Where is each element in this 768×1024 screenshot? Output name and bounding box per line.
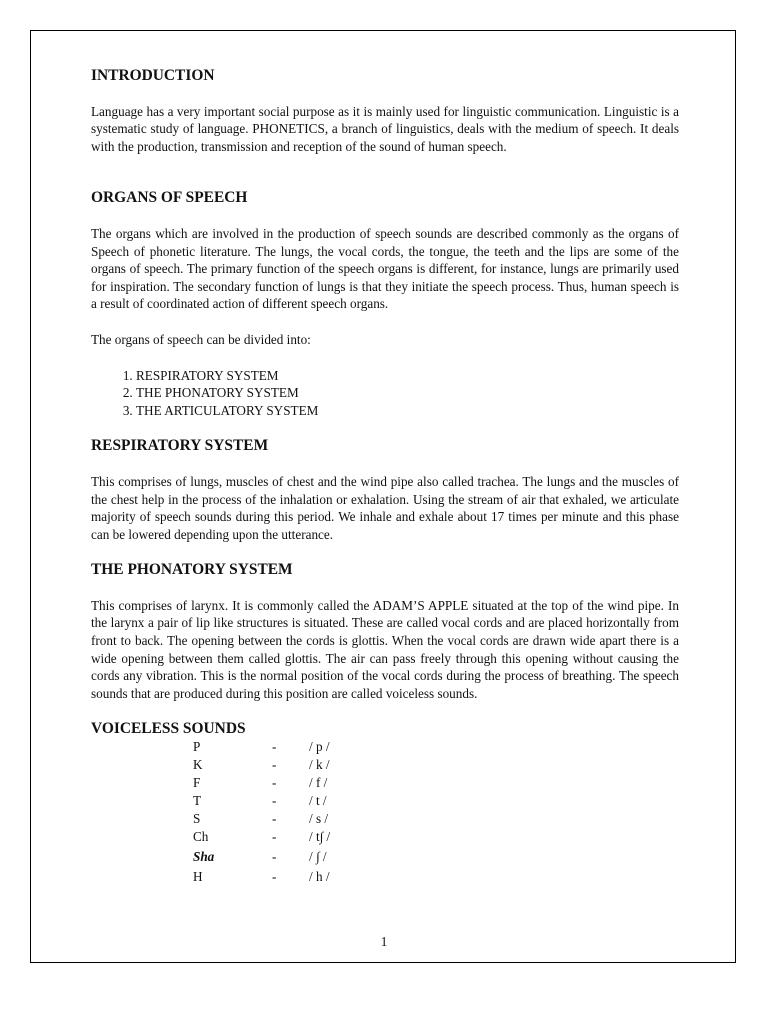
phonatory-heading: THE PHONATORY SYSTEM bbox=[91, 561, 293, 579]
sound-dash: - bbox=[272, 811, 277, 827]
sound-ipa: / s / bbox=[309, 811, 329, 827]
voiceless-sounds-table bbox=[91, 738, 679, 886]
list-item: 2. THE PHONATORY SYSTEM bbox=[136, 384, 679, 402]
sound-dash: - bbox=[272, 849, 277, 865]
sound-ipa: / ∫ / bbox=[309, 849, 327, 865]
sound-row bbox=[91, 774, 679, 792]
page-content bbox=[91, 61, 679, 886]
respiratory-paragraph: This comprises of lungs, muscles of chest and the wind pipe also called trachea. The lungs and the muscles of the chest help in the process of the inhalation or exhalation. Using the stream of air that exhaled, we articulate majority of speech sounds during this period. We inhale and exhale about 17 times per minute and this phase can be lowered depending upon the utterance. bbox=[91, 473, 679, 542]
respiratory-heading: RESPIRATORY SYSTEM bbox=[91, 437, 269, 455]
intro-heading: INTRODUCTION bbox=[91, 67, 215, 84]
sound-dash: - bbox=[272, 793, 277, 809]
sound-row bbox=[91, 846, 679, 868]
sound-row bbox=[91, 792, 679, 810]
sound-row bbox=[91, 756, 679, 774]
sound-dash: - bbox=[272, 829, 277, 845]
sound-ipa: / k / bbox=[309, 757, 330, 773]
sound-dash: - bbox=[272, 869, 277, 885]
sound-dash: - bbox=[272, 775, 277, 791]
sound-ipa: / t / bbox=[309, 793, 327, 809]
sound-letter: Sha bbox=[193, 849, 215, 865]
sound-ipa: / f / bbox=[309, 775, 328, 791]
organs-divided-intro: The organs of speech can be divided into: bbox=[91, 331, 311, 347]
page-number: 1 bbox=[380, 934, 388, 949]
intro-paragraph: Language has a very important social purpose as it is mainly used for linguistic communication. Linguistic is a systematic study of language. PHONETICS, a branch of linguistics, deals with the medium of speech. It deals with the production, transmission and reception of the sound of human speech. bbox=[91, 103, 679, 154]
organs-heading: ORGANS OF SPEECH bbox=[91, 189, 248, 207]
sound-ipa: / p / bbox=[309, 739, 330, 755]
document-page bbox=[30, 30, 736, 963]
sound-dash: - bbox=[272, 739, 277, 755]
sound-row bbox=[91, 738, 679, 756]
list-item: 1. RESPIRATORY SYSTEM bbox=[136, 367, 679, 385]
sound-letter: F bbox=[193, 775, 201, 791]
sound-letter: K bbox=[193, 757, 203, 773]
sound-ipa: / h / bbox=[309, 869, 330, 885]
sound-letter: Ch bbox=[193, 829, 209, 845]
sound-letter: P bbox=[193, 739, 201, 755]
organs-paragraph: The organs which are involved in the production of speech sounds are described commonly as the organs of Speech of phonetic literature. The lungs, the vocal cords, the tongue, the teeth and the lips are some of the organs of speech. The primary function of the speech organs is different, for instance, lungs are primarily used for inspiration. The secondary function of lungs is that they initiate the speech process. Thus, human speech is a result of coordinated action of different speech organs. bbox=[91, 225, 679, 312]
voiceless-heading: VOICELESS SOUNDS bbox=[91, 720, 246, 738]
sound-row bbox=[91, 828, 679, 846]
list-item: 3. THE ARTICULATORY SYSTEM bbox=[136, 402, 679, 420]
sound-row bbox=[91, 868, 679, 886]
sound-letter: H bbox=[193, 869, 203, 885]
sound-letter: T bbox=[193, 793, 202, 809]
sound-row bbox=[91, 810, 679, 828]
phonatory-paragraph: This comprises of larynx. It is commonly called the ADAM’S APPLE situated at the top of the wind pipe. In the larynx a pair of lip like structures is situated. These are called vocal cords and are placed horizontally from front to back. The opening between the cords is glottis. When the vocal cords are drawn wide apart there is a wide opening between them called glottis. The air can pass freely through this opening without causing the cords any vibration. This is the normal position of the vocal cords during the process of breathing. The speech sounds that are produced during this position are called voiceless sounds. bbox=[91, 597, 679, 701]
sound-letter: S bbox=[193, 811, 201, 827]
organs-list bbox=[91, 367, 679, 420]
sound-dash: - bbox=[272, 757, 277, 773]
sound-ipa: / t∫ / bbox=[309, 829, 331, 845]
